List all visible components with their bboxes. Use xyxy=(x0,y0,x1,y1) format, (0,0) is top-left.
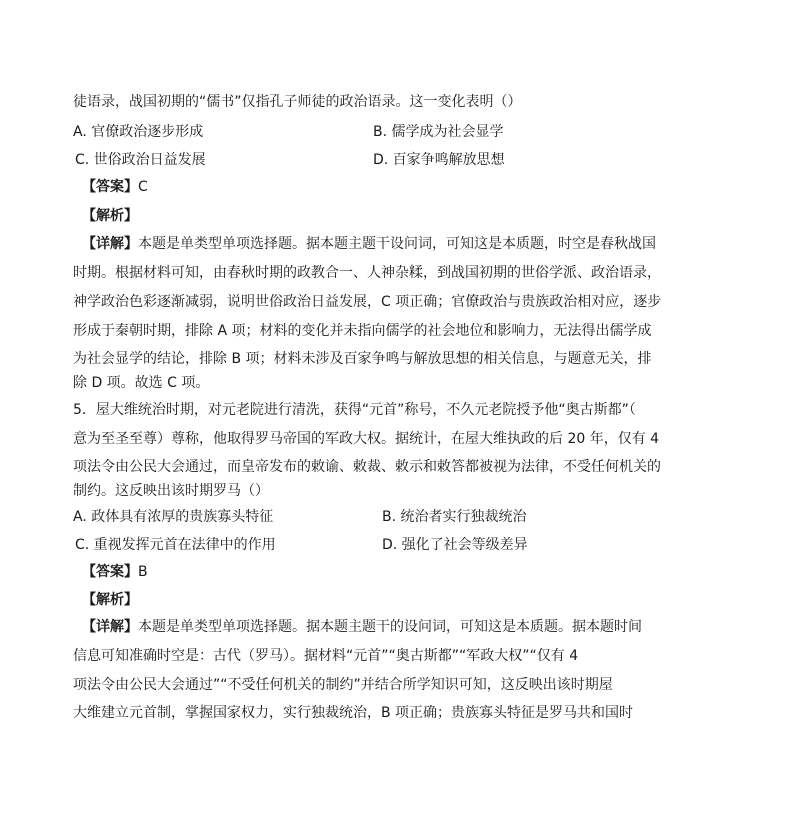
q4-detail xyxy=(82,234,656,254)
answer-value: C xyxy=(138,179,148,195)
q4-option-d: D. 百家争鸣解放思想 xyxy=(373,152,505,168)
q5-stem-line: 意为至圣至尊）尊称，他取得罗马帝国的军政大权。据统计，在屋大维执政的后 20 年，仅有 4 xyxy=(73,431,660,447)
detail-tag: 【详解】 xyxy=(82,619,138,635)
q5-option-c: C. 重视发挥元首在法律中的作用 xyxy=(75,537,276,553)
q4-detail-line: 为社会显学的结论，排除 B 项；材料未涉及百家争鸣与解放思想的相关信息，与题意无关，排 xyxy=(73,351,652,367)
q4-option-b: B. 儒学成为社会显学 xyxy=(373,124,504,140)
q4-option-c: C. 世俗政治日益发展 xyxy=(75,152,206,168)
q5-analysis-tag: 【解析】 xyxy=(82,592,138,608)
q5-detail-line: 大维建立元首制，掌握国家权力，实行独裁统治，B 项正确；贵族寡头特征是罗马共和国时 xyxy=(73,705,634,721)
q5-stem-line: 制约。这反映出该时期罗马（） xyxy=(73,483,269,499)
q4-option-a: A. 官僚政治逐步形成 xyxy=(73,124,204,140)
q4-detail-line: 时期。根据材料可知，由春秋时期的政教合一、人神杂糅，到战国初期的世俗学派、政治语录， xyxy=(73,265,661,281)
answer-tag: 【答案】 xyxy=(82,179,138,195)
q5-detail xyxy=(82,617,642,637)
q4-answer xyxy=(82,177,148,197)
answer-tag: 【答案】 xyxy=(82,564,138,580)
answer-value: B xyxy=(138,564,148,580)
detail-text: 本题是单类型单项选择题。据本题主题干的设问词，可知这是本质题。据本题时间 xyxy=(138,619,642,635)
q5-option-b: B. 统治者实行独裁统治 xyxy=(382,509,527,525)
q5-answer xyxy=(82,562,148,582)
q5-detail-line: 项法令由公民大会通过”“不受任何机关的制约”并结合所学知识可知，这反映出该时期屋 xyxy=(73,677,613,693)
q4-analysis-tag: 【解析】 xyxy=(82,208,138,224)
q4-detail-line: 神学政治色彩逐渐减弱，说明世俗政治日益发展，C 项正确；官僚政治与贵族政治相对应，逐步 xyxy=(73,294,662,310)
q4-detail-line: 形成于秦朝时期，排除 A 项；材料的变化并未指向儒学的社会地位和影响力，无法得出儒学成 xyxy=(73,323,652,339)
q5-option-d: D. 强化了社会等级差异 xyxy=(382,537,528,553)
q4-stem-tail: 徒语录，战国初期的“儒书”仅指孔子师徒的政治语录。这一变化表明（） xyxy=(73,94,522,110)
detail-tag: 【详解】 xyxy=(82,236,138,252)
q5-option-a: A. 政体具有浓厚的贵族寡头特征 xyxy=(73,509,274,525)
q5-detail-line: 信息可知准确时空是：古代（罗马）。据材料“元首”“奥古斯都”“军政大权”“仅有 4 xyxy=(73,648,579,664)
detail-text: 本题是单类型单项选择题。据本题主题干设问词，可知这是本质题，时空是春秋战国 xyxy=(138,236,656,252)
q5-stem-line: 5．屋大维统治时期，对元老院进行清洗，获得“元首”称号，不久元老院授予他“奥古斯都”（ xyxy=(73,402,636,418)
q5-stem-line: 项法令由公民大会通过，而皇帝发布的敕谕、敕裁、敕示和敕答都被视为法律，不受任何机关的 xyxy=(73,459,661,475)
q4-detail-line: 除 D 项。故选 C 项。 xyxy=(73,375,210,391)
